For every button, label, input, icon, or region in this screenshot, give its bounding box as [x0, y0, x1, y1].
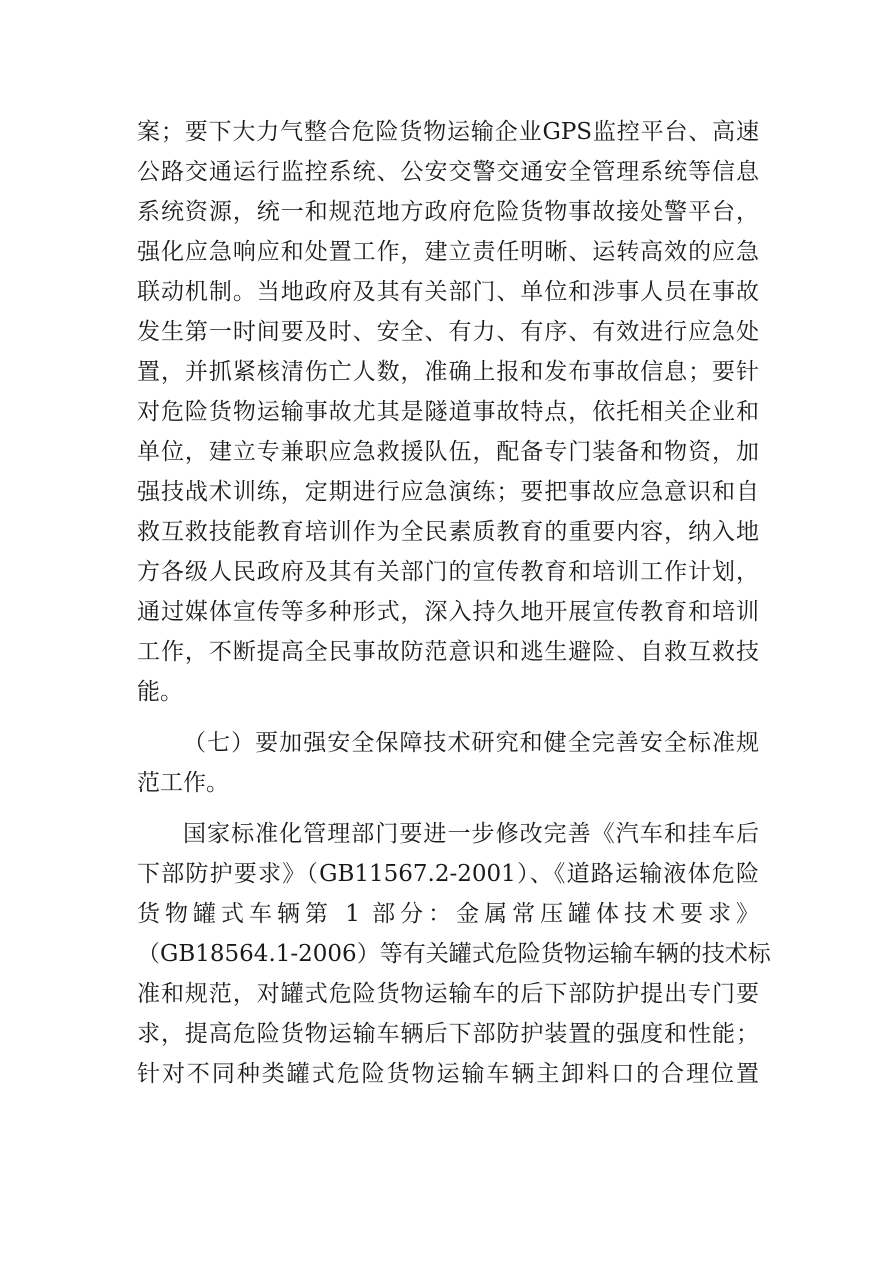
text-line: 单位，建立专兼职应急救援队伍，配备专门装备和物资，加	[137, 439, 759, 465]
text-line: 发生第一时间要及时、安全、有力、有序、有效进行应急处	[137, 319, 759, 345]
text-line: 联动机制。当地政府及其有关部门、单位和涉事人员在事故	[137, 279, 759, 305]
text-line: 对危险货物运输事故尤其是隧道事故特点，依托相关企业和	[137, 399, 759, 425]
text-line: 通过媒体宣传等多种形式，深入持久地开展宣传教育和培训	[137, 599, 759, 625]
text-line: 强化应急响应和处置工作，建立责任明晰、运转高效的应急	[137, 239, 759, 265]
section-heading-seven	[137, 723, 759, 803]
heading-line: 范工作。	[137, 770, 229, 796]
document-body	[137, 112, 771, 1094]
text-line: 强技战术训练，定期进行应急演练；要把事故应急意识和自	[137, 479, 759, 505]
text-line: 方各级人民政府及其有关部门的宣传教育和培训工作计划，	[137, 559, 759, 585]
text-line: 货物罐式车辆第 1 部分：金属常压罐体技术要求》	[137, 901, 759, 927]
paragraph-gap	[137, 803, 759, 814]
text-line: 求，提高危险货物运输车辆后下部防护装置的强度和性能；	[137, 1021, 759, 1047]
text-line: 系统资源，统一和规范地方政府危险货物事故接处警平台，	[137, 199, 759, 225]
text-line: 针对不同种类罐式危险货物运输车辆主卸料口的合理位置	[137, 1061, 759, 1087]
text-line: 工作，不断提高全民事故防范意识和逃生避险、自救互救技	[137, 639, 759, 665]
text-line: 案；要下大力气整合危险货物运输企业GPS监控平台、高速	[137, 119, 759, 145]
heading-line: （七）要加强安全保障技术研究和健全完善安全标准规	[183, 730, 759, 756]
text-line: （GB18564.1-2006）等有关罐式危险货物运输车辆的技术标	[137, 941, 771, 967]
text-line: 能。	[137, 679, 183, 705]
text-line: 公路交通运行监控系统、公安交警交通安全管理系统等信息	[137, 159, 759, 185]
text-line: 国家标准化管理部门要进一步修改完善《汽车和挂车后	[183, 821, 759, 847]
text-line: 救互救技能教育培训作为全民素质教育的重要内容，纳入地	[137, 519, 759, 545]
paragraph-emergency-response	[137, 112, 759, 712]
text-line: 下部防护要求》（GB11567.2-2001）、《道路运输液体危险	[137, 861, 759, 887]
paragraph-gap	[137, 712, 759, 723]
text-line: 置，并抓紧核清伤亡人数，准确上报和发布事故信息；要针	[137, 359, 759, 385]
paragraph-standards	[137, 814, 771, 1094]
text-line: 准和规范，对罐式危险货物运输车的后下部防护提出专门要	[137, 981, 759, 1007]
